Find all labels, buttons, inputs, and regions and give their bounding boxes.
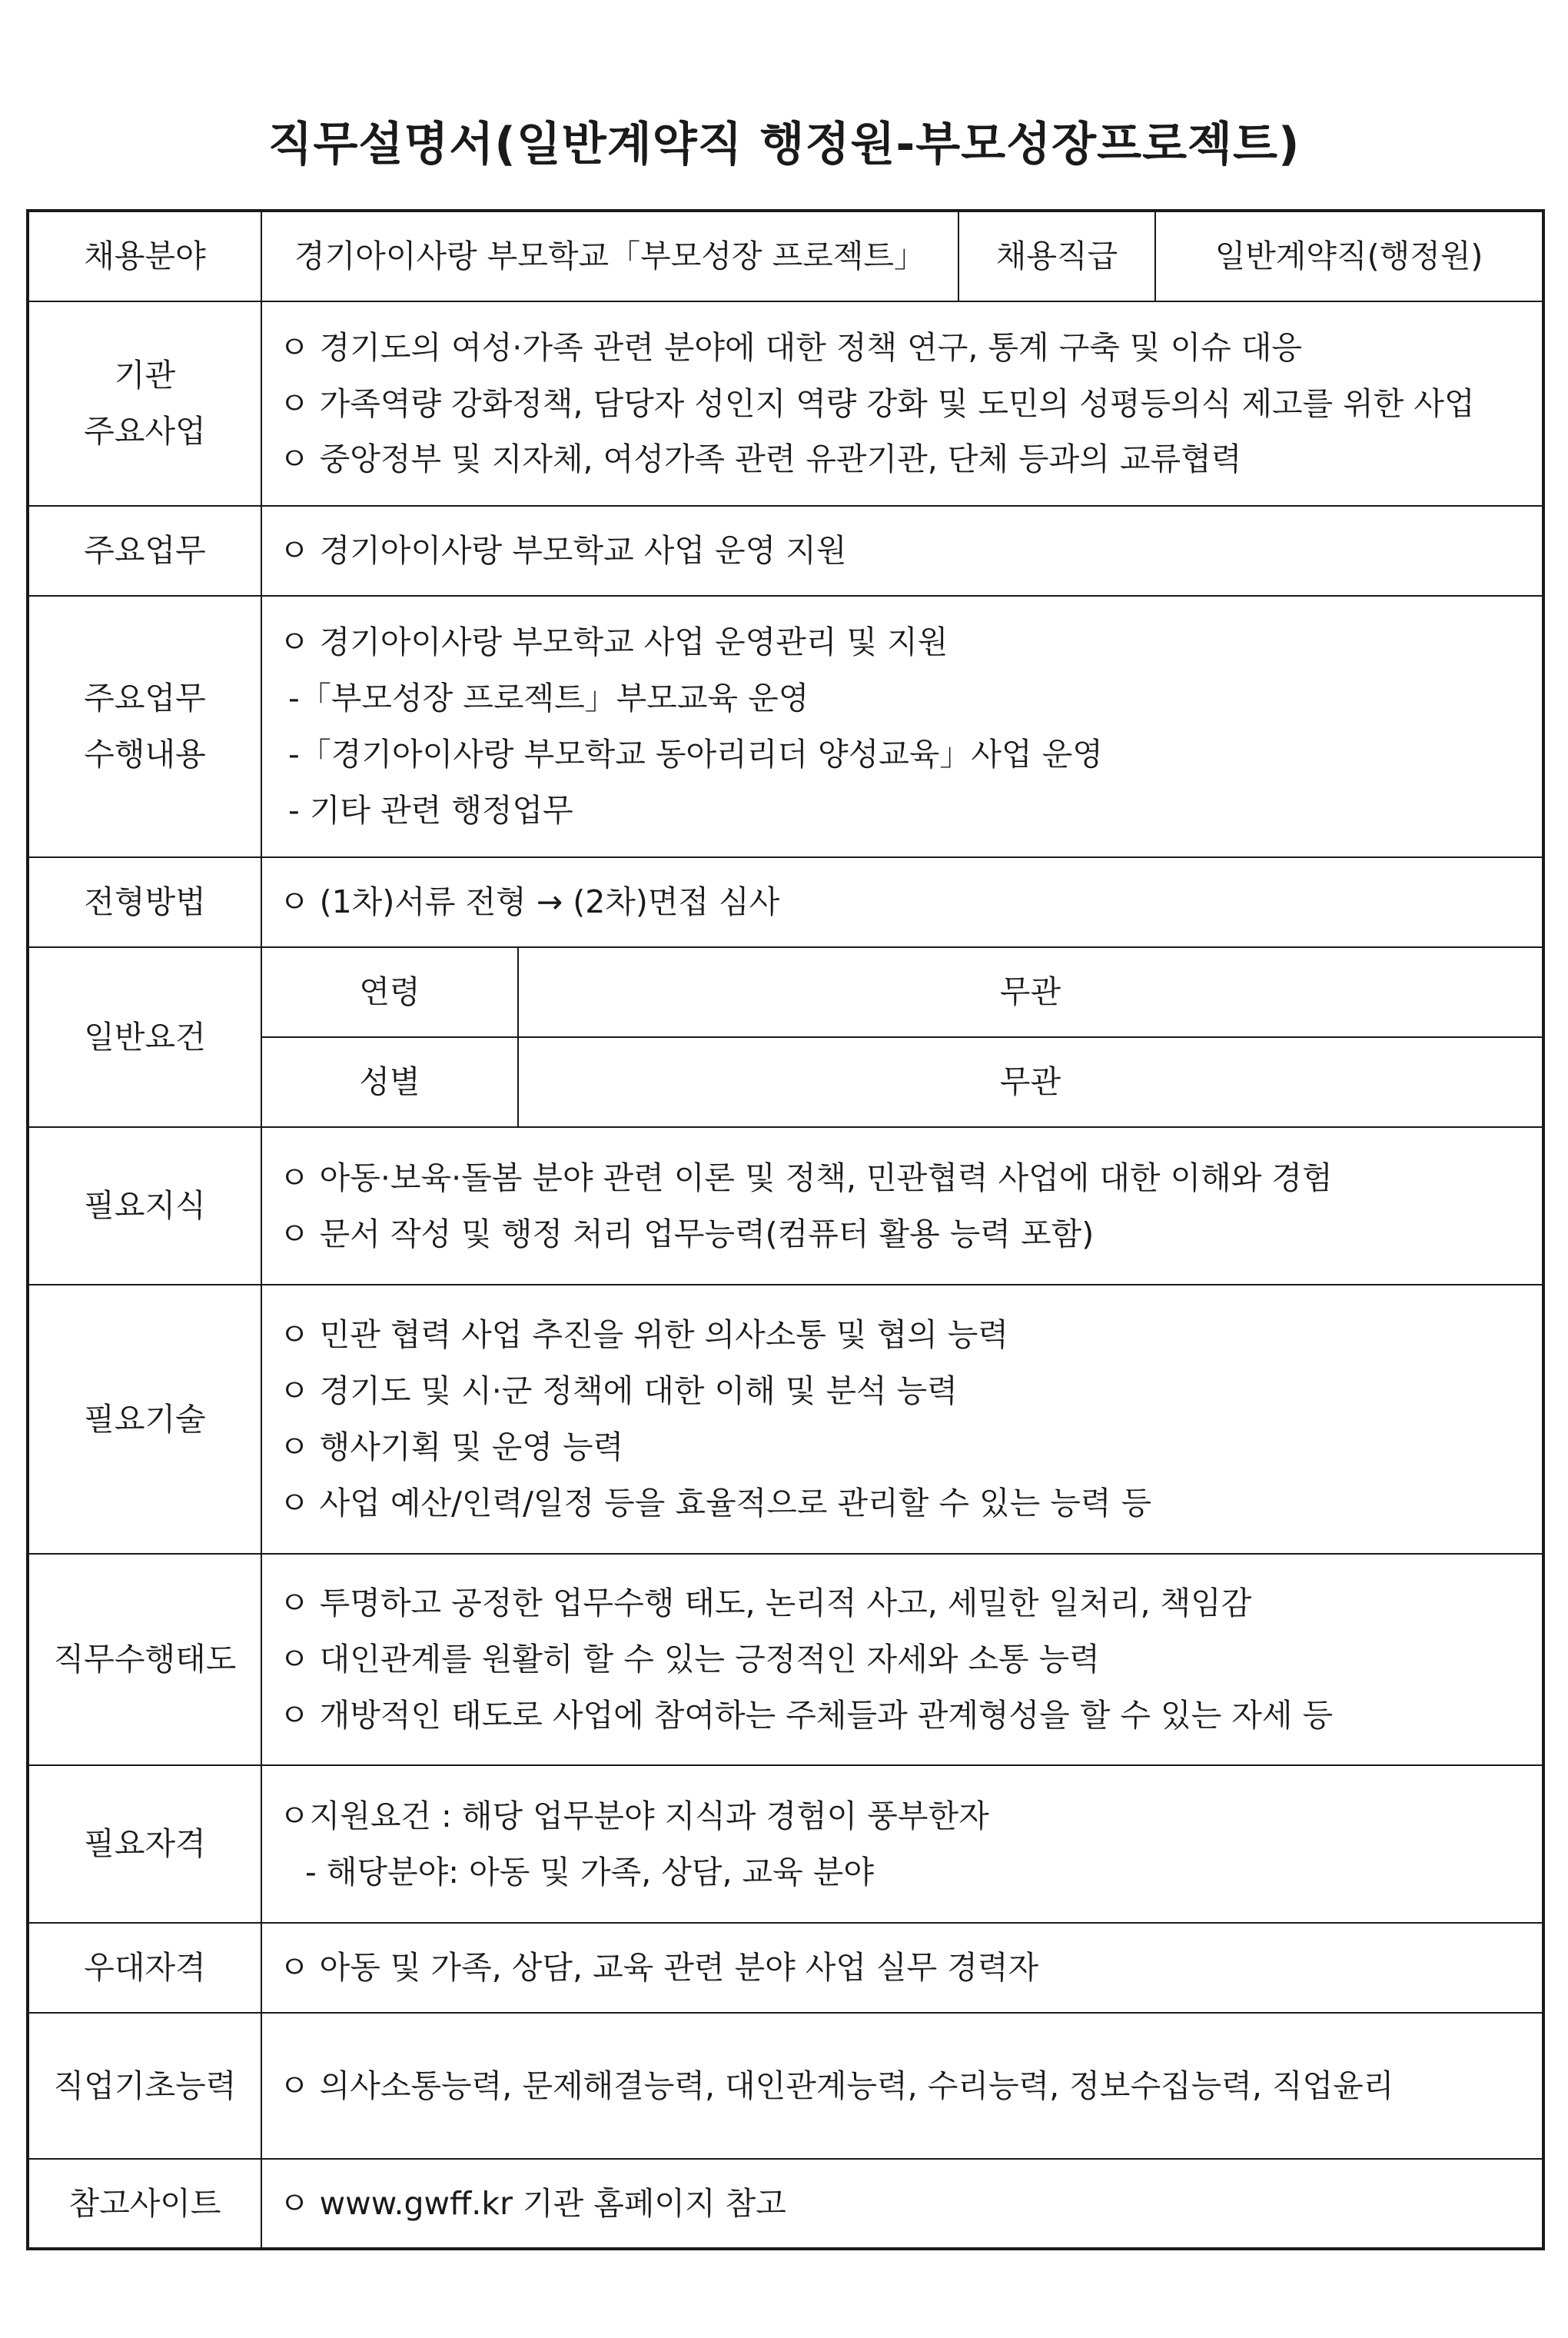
label-main-duty: 주요업무 [28, 506, 261, 596]
list-item: ㅇ 사업 예산/인력/일정 등을 효율적으로 관리할 수 있는 능력 등 [279, 1484, 1152, 1522]
row-skills [28, 1285, 1543, 1554]
content-basic-competency [261, 2013, 1543, 2159]
row-duty-details [28, 596, 1543, 857]
content-attitude [261, 1554, 1543, 1765]
list-item: ㅇ 중앙정부 및 지자체, 여성가족 관련 유관기관, 단체 등과의 교류협력 [279, 441, 1242, 478]
list-item: ㅇ 개방적인 태도로 사업에 참여하는 주체들과 관계형성을 할 수 있는 자세 등 [279, 1696, 1334, 1734]
list-item: ㅇ 경기도의 여성·가족 관련 분야에 대한 정책 연구, 통계 구축 및 이슈 대응 [279, 328, 1303, 366]
label-recruit-field: 채용분야 [28, 211, 261, 301]
content-knowledge [261, 1127, 1543, 1285]
label-duty-details-line1: 주요업무 [84, 680, 206, 717]
list-item: ㅇ 경기아이사랑 부모학교 사업 운영관리 및 지원 [279, 624, 948, 661]
label-attitude: 직무수행태도 [28, 1554, 261, 1765]
value-recruit-grade: 일반계약직(행정원) [1155, 211, 1543, 301]
content-skills [261, 1285, 1543, 1554]
row-qualification [28, 1765, 1543, 1923]
content-preferred [261, 1923, 1543, 2013]
content-selection-method [261, 857, 1543, 947]
label-age: 연령 [261, 947, 518, 1037]
list-item: ㅇ 아동·보육·돌봄 분야 관련 이론 및 정책, 민관협력 사업에 대한 이해와 경험 [279, 1159, 1333, 1196]
list-item: ㅇ 경기도 및 시·군 정책에 대한 이해 및 분석 능력 [279, 1372, 958, 1410]
row-org-business [28, 301, 1543, 506]
label-gender: 성별 [261, 1037, 518, 1127]
row-basic-competency [28, 2013, 1543, 2159]
list-item: - 기타 관련 행정업무 [288, 791, 573, 829]
list-item: ㅇ 행사기획 및 운영 능력 [279, 1428, 624, 1465]
value-age: 무관 [518, 947, 1543, 1037]
content-duty-details [261, 596, 1543, 857]
list-item: ㅇ 투명하고 공정한 업무수행 태도, 논리적 사고, 세밀한 일처리, 책임감 [279, 1585, 1252, 1622]
content-qualification [261, 1765, 1543, 1923]
list-item: ㅇ 민관 협력 사업 추진을 위한 의사소통 및 협의 능력 [279, 1316, 1009, 1354]
row-attitude [28, 1554, 1543, 1765]
row-reference [28, 2159, 1543, 2249]
row-main-duty [28, 506, 1543, 596]
list-item: ㅇ 문서 작성 및 행정 처리 업무능력(컴퓨터 활용 능력 포함) [279, 1215, 1095, 1252]
label-org-business-line1: 기관 [114, 357, 176, 394]
list-item: ㅇ 가족역량 강화정책, 담당자 성인지 역량 강화 및 도민의 성평등의식 제고를 위한 사업 [279, 384, 1475, 422]
label-duty-details-line2: 수행내용 [84, 736, 206, 773]
list-item: ㅇ 아동 및 가족, 상담, 교육 관련 분야 사업 실무 경력자 [279, 1949, 1039, 1987]
list-item: ㅇ (1차)서류 전형 → (2차)면접 심사 [279, 883, 780, 921]
list-item: ㅇ 의사소통능력, 문제해결능력, 대인관계능력, 수리능력, 정보수집능력, 직업윤리 [279, 2067, 1394, 2104]
list-item: - 해당분야: 아동 및 가족, 상담, 교육 분야 [305, 1853, 874, 1891]
label-skills: 필요기술 [28, 1285, 261, 1554]
label-knowledge: 필요지식 [28, 1127, 261, 1285]
row-general-age [28, 947, 1543, 1037]
label-duty-details [28, 596, 261, 857]
document-title: 직무설명서(일반계약직 행정원-부모성장프로젝트) [267, 118, 1301, 171]
label-org-business-line2: 주요사업 [84, 413, 206, 450]
job-description-table [26, 209, 1545, 2250]
content-main-duty [261, 506, 1543, 596]
value-recruit-field: 경기아이사랑 부모학교「부모성장 프로젝트」 [261, 211, 958, 301]
label-basic-competency: 직업기초능력 [28, 2013, 261, 2159]
row-knowledge [28, 1127, 1543, 1285]
content-org-business [261, 301, 1543, 506]
label-general-requirements: 일반요건 [28, 947, 261, 1127]
label-recruit-grade: 채용직급 [958, 211, 1155, 301]
list-item: ㅇ 경기아이사랑 부모학교 사업 운영 지원 [279, 532, 847, 570]
list-item: -「부모성장 프로젝트」부모교육 운영 [288, 680, 809, 717]
list-item: ㅇ www.gwff.kr 기관 홈페이지 참고 [279, 2184, 786, 2222]
label-reference: 참고사이트 [28, 2159, 261, 2249]
content-reference [261, 2159, 1543, 2249]
list-item: ㅇ지원요건 : 해당 업무분야 지식과 경험이 풍부한자 [279, 1797, 989, 1834]
list-item: ㅇ 대인관계를 원활히 할 수 있는 긍정적인 자세와 소통 능력 [279, 1641, 1100, 1678]
label-org-business [28, 301, 261, 506]
list-item: -「경기아이사랑 부모학교 동아리리더 양성교육」사업 운영 [288, 736, 1103, 773]
label-preferred: 우대자격 [28, 1923, 261, 2013]
label-qualification: 필요자격 [28, 1765, 261, 1923]
label-selection-method: 전형방법 [28, 857, 261, 947]
row-selection-method [28, 857, 1543, 947]
row-recruit-field [28, 211, 1543, 301]
value-gender: 무관 [518, 1037, 1543, 1127]
row-preferred [28, 1923, 1543, 2013]
